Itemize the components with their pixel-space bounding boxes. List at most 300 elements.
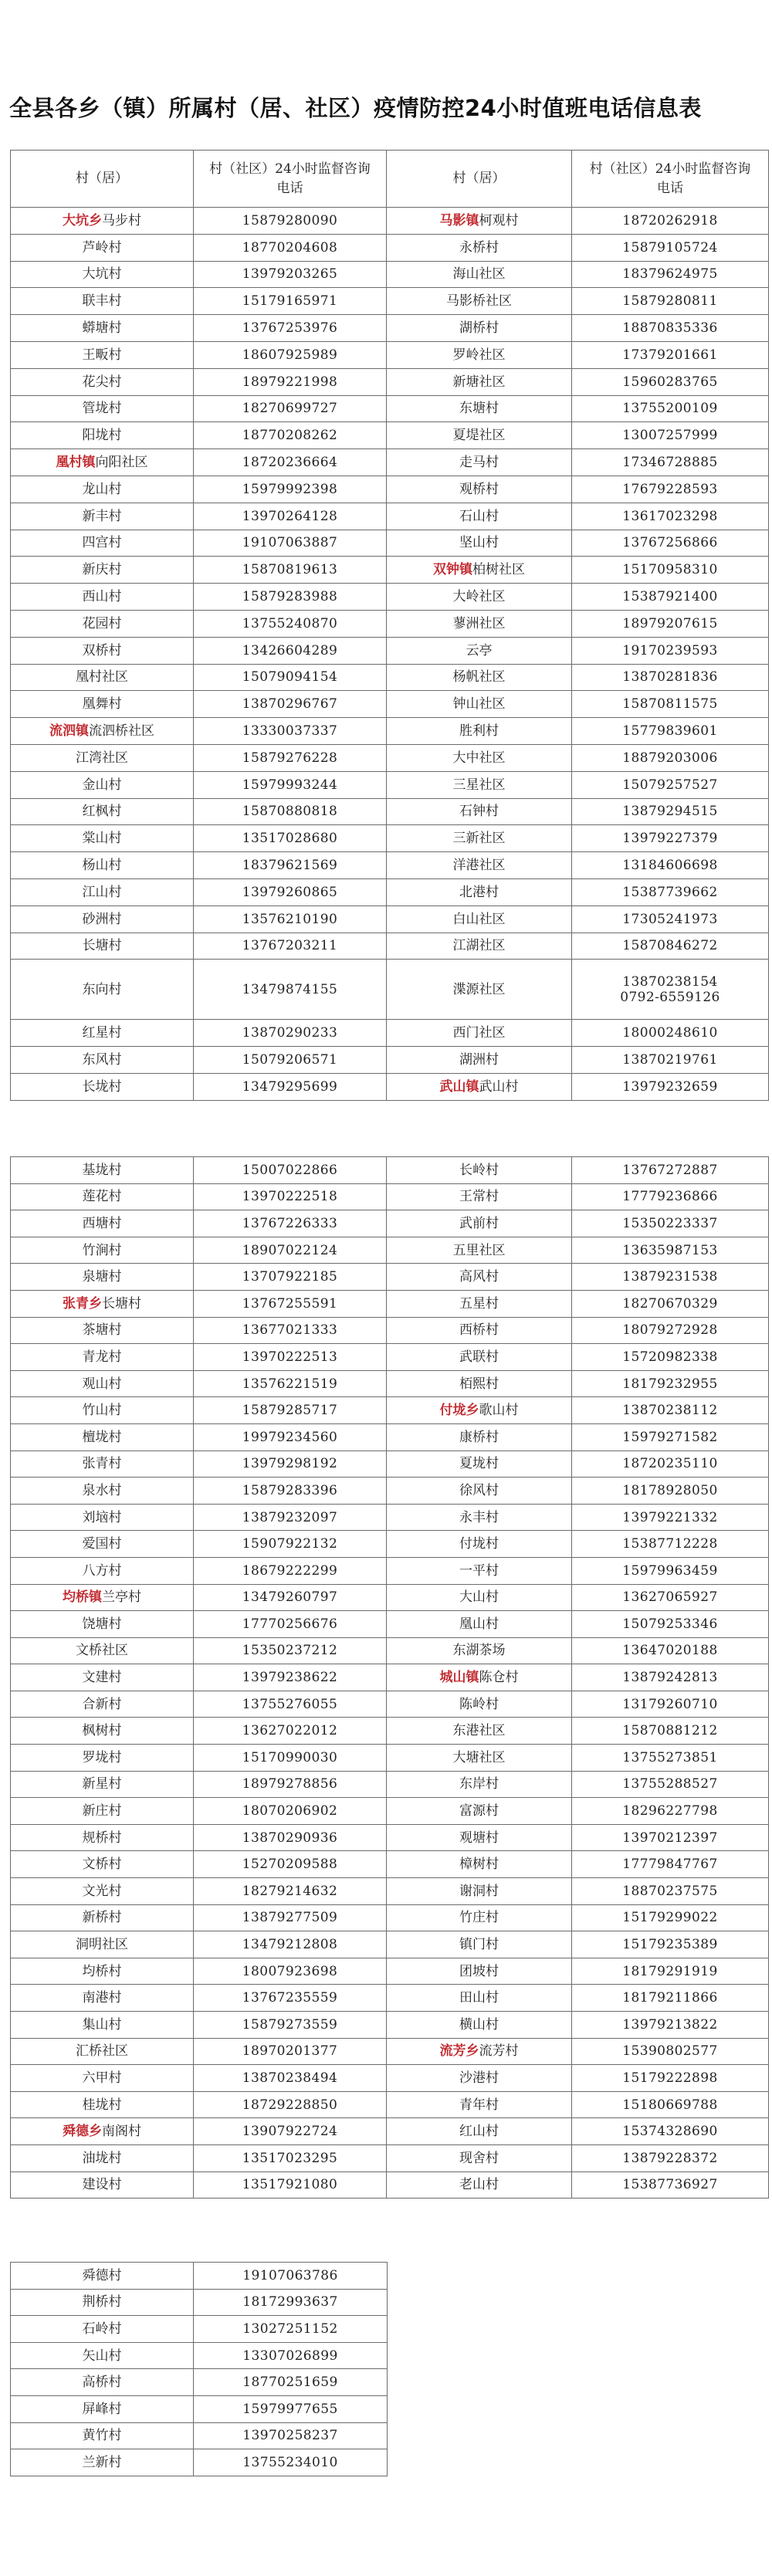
village-cell-r xyxy=(387,744,572,771)
village-name: 陈仓村 xyxy=(479,1670,519,1686)
village-cell-l xyxy=(11,1073,194,1100)
table-row xyxy=(11,1504,769,1531)
table-row xyxy=(11,395,769,422)
phone-cell-r: 18000248610 xyxy=(572,1020,769,1047)
phone-cell-l: 13870296767 xyxy=(194,691,387,718)
phone-cell-r: 15779839601 xyxy=(572,718,769,745)
village-name: 竹庄村 xyxy=(459,1910,499,1926)
village-name: 罗岭社区 xyxy=(452,347,506,363)
village-name: 陈岭村 xyxy=(459,1696,499,1712)
phone-cell-r: 13755288527 xyxy=(572,1771,769,1798)
village-cell-l xyxy=(11,1290,194,1317)
township-name: 流芳乡 xyxy=(439,2043,479,2060)
phone-cell-r: 15870811575 xyxy=(572,691,769,718)
village-name: 西桥村 xyxy=(459,1322,499,1339)
village-name: 长塘村 xyxy=(82,938,122,954)
village-name: 石山村 xyxy=(459,508,499,524)
village-name: 钟山社区 xyxy=(452,696,506,713)
phone-cell-r: 13870281836 xyxy=(572,664,769,691)
village-name: 枫树村 xyxy=(82,1723,122,1739)
phone-cell-l: 18007923698 xyxy=(194,1958,387,1985)
phone-cell-l: 13517028680 xyxy=(194,825,387,852)
village-cell-r xyxy=(387,1557,572,1584)
village-cell-r xyxy=(387,798,572,825)
village-name: 歌山村 xyxy=(479,1403,519,1419)
village-name: 张青村 xyxy=(82,1456,122,1472)
header-village-left: 村（居） xyxy=(11,151,194,208)
village-name: 双桥村 xyxy=(82,642,122,658)
village-cell-l xyxy=(11,476,194,503)
village-name: 文桥社区 xyxy=(76,1643,128,1659)
village-name: 砂洲村 xyxy=(82,911,122,927)
table-row xyxy=(11,208,769,235)
village-name: 江山村 xyxy=(82,884,122,900)
village-cell-l xyxy=(11,2118,194,2145)
phone-cell-r: 15387921400 xyxy=(572,584,769,611)
village-cell-l xyxy=(11,1183,194,1210)
phone-cell-l: 15979993244 xyxy=(194,771,387,798)
phone-cell-l: 13677021333 xyxy=(194,1317,387,1344)
phone-cell-l: 13755276055 xyxy=(194,1691,387,1718)
table-row xyxy=(11,1958,769,1985)
village-cell-l xyxy=(11,234,194,261)
phone-cell-r: 18720262918 xyxy=(572,208,769,235)
table-row xyxy=(11,1798,769,1825)
village-name: 五星村 xyxy=(459,1295,499,1312)
village-name: 东风村 xyxy=(82,1052,122,1068)
village-name: 蟒塘村 xyxy=(82,320,122,337)
table-row xyxy=(11,1157,769,1184)
village-cell-l xyxy=(11,1210,194,1237)
village-name: 洞明社区 xyxy=(76,1937,128,1953)
phone-cell-r: 15879280811 xyxy=(572,288,769,315)
village-cell-r xyxy=(387,1745,572,1772)
village-cell-r xyxy=(387,637,572,664)
village-cell-l xyxy=(11,1504,194,1531)
village-name: 杨帆社区 xyxy=(452,669,506,685)
table-row xyxy=(11,315,769,342)
village-name: 阳垅村 xyxy=(82,428,122,444)
phone-cell-l: 18270699727 xyxy=(194,395,387,422)
table-row xyxy=(11,637,769,664)
table-row xyxy=(11,1423,769,1450)
table-row xyxy=(11,1073,769,1100)
table-row xyxy=(11,2369,388,2396)
phone-cell-l: 15879276228 xyxy=(194,744,387,771)
village-cell-r xyxy=(387,1611,572,1638)
village-name: 长塘村 xyxy=(102,1295,141,1312)
village-name: 管垅村 xyxy=(82,401,122,417)
village-name: 徐风村 xyxy=(459,1482,499,1498)
village-name: 观桥村 xyxy=(459,481,499,497)
village-name: 田山村 xyxy=(459,1990,499,2006)
phone-cell-r: 13627065927 xyxy=(572,1584,769,1611)
village-cell-l xyxy=(11,530,194,557)
phone-cell-r: 18979207615 xyxy=(572,610,769,637)
village-name: 新庆村 xyxy=(82,562,122,578)
village-cell-l xyxy=(11,1824,194,1851)
phone-cell-r: 13870219761 xyxy=(572,1047,769,1074)
table-row xyxy=(11,1210,769,1237)
village-name: 饶塘村 xyxy=(82,1616,122,1632)
table-row xyxy=(11,2171,769,2199)
village-name: 康桥村 xyxy=(459,1429,499,1445)
phone-cell-l: 18770208262 xyxy=(194,422,387,449)
village-name: 桂垅村 xyxy=(82,2097,122,2113)
village-name: 凰山村 xyxy=(459,1616,499,1632)
village-name: 文桥村 xyxy=(82,1857,122,1873)
village-name: 凰村社区 xyxy=(76,669,128,685)
village-name: 武联村 xyxy=(459,1349,499,1365)
village-cell-r xyxy=(387,1264,572,1291)
village-name: 金山村 xyxy=(82,777,122,793)
phone-cell-r: 15390802577 xyxy=(572,2038,769,2065)
table-row xyxy=(11,1824,769,1851)
phone-cell-l: 13767203211 xyxy=(194,933,387,960)
phone-cell-r: 13755273851 xyxy=(572,1745,769,1772)
village-name: 三星社区 xyxy=(452,777,506,793)
village-cell-l xyxy=(11,637,194,664)
village-name: 镇门村 xyxy=(459,1937,499,1953)
phone-cell-l: 13517921080 xyxy=(194,2171,387,2199)
village-cell-l xyxy=(11,1317,194,1344)
village-name: 文光村 xyxy=(82,1883,122,1899)
village-cell-l xyxy=(11,1664,194,1691)
table-row xyxy=(11,368,769,395)
village-cell-l: 舜德村 xyxy=(11,2263,194,2290)
village-name: 建设村 xyxy=(82,2177,122,2193)
table-row xyxy=(11,933,769,960)
header-village-right: 村（居） xyxy=(387,151,572,208)
village-cell-l xyxy=(11,1557,194,1584)
village-name: 大山村 xyxy=(459,1589,499,1606)
village-name: 栢熙村 xyxy=(459,1376,499,1392)
table-row xyxy=(11,2263,388,2290)
phone-cell-r: 18270670329 xyxy=(572,1290,769,1317)
phone-cell-r: 18870835336 xyxy=(572,315,769,342)
village-name: 一平村 xyxy=(459,1562,499,1579)
village-cell-r xyxy=(387,1878,572,1905)
village-name: 长岭村 xyxy=(459,1162,499,1178)
village-name: 大坑村 xyxy=(82,266,122,283)
village-name: 南阁村 xyxy=(102,2124,141,2140)
village-cell-l xyxy=(11,208,194,235)
table-row xyxy=(11,2422,388,2449)
village-cell-l xyxy=(11,1423,194,1450)
table-row xyxy=(11,2289,388,2316)
village-cell-l xyxy=(11,1691,194,1718)
phone-cell-r: 15179222898 xyxy=(572,2065,769,2092)
duty-phone-table-1 xyxy=(10,150,769,1101)
table-row xyxy=(11,1020,769,1047)
village-name: 花尖村 xyxy=(82,374,122,390)
village-cell-l xyxy=(11,584,194,611)
village-cell-l xyxy=(11,610,194,637)
table-row xyxy=(11,1637,769,1664)
village-cell-l xyxy=(11,2038,194,2065)
village-cell-l xyxy=(11,2091,194,2118)
phone-cell-r: 18179291919 xyxy=(572,1958,769,1985)
phone-cell-r: 15960283765 xyxy=(572,368,769,395)
table-row xyxy=(11,476,769,503)
village-cell-r xyxy=(387,691,572,718)
village-cell-r xyxy=(387,1851,572,1878)
village-cell-l xyxy=(11,771,194,798)
table-row xyxy=(11,852,769,879)
village-name: 南港村 xyxy=(82,1990,122,2006)
village-name: 莲花村 xyxy=(82,1189,122,1205)
phone-cell-l: 15979977655 xyxy=(194,2395,388,2422)
village-cell-l xyxy=(11,1020,194,1047)
table-row xyxy=(11,2038,769,2065)
village-name: 渫源社区 xyxy=(452,981,506,997)
village-cell-l xyxy=(11,1584,194,1611)
village-cell-l: 黄竹村 xyxy=(11,2422,194,2449)
header-phone-right: 村（社区）24小时监督咨询电话 xyxy=(572,151,769,208)
table-row xyxy=(11,2342,388,2369)
village-cell-l xyxy=(11,960,194,1020)
township-name: 武山镇 xyxy=(439,1078,479,1095)
village-cell-r xyxy=(387,1183,572,1210)
village-cell-l xyxy=(11,1771,194,1798)
table-row xyxy=(11,1047,769,1074)
village-cell-r xyxy=(387,825,572,852)
village-name: 永丰村 xyxy=(459,1509,499,1525)
table-row xyxy=(11,744,769,771)
village-cell-r xyxy=(387,1210,572,1237)
village-cell-l xyxy=(11,341,194,368)
village-cell-r xyxy=(387,503,572,530)
village-name: 五里社区 xyxy=(452,1242,506,1258)
phone-cell-l: 15879285717 xyxy=(194,1397,387,1424)
phone-cell-l: 15879283396 xyxy=(194,1478,387,1505)
village-name: 规桥村 xyxy=(82,1830,122,1846)
phone-cell-r: 13879231538 xyxy=(572,1264,769,1291)
village-name: 杨山村 xyxy=(82,858,122,874)
phone-cell-l: 13767253976 xyxy=(194,315,387,342)
village-cell-r xyxy=(387,1504,572,1531)
table-row xyxy=(11,1450,769,1478)
table-row xyxy=(11,2316,388,2343)
village-name: 大岭社区 xyxy=(452,589,506,605)
village-cell-r xyxy=(387,933,572,960)
table-row xyxy=(11,1584,769,1611)
phone-cell-l: 18970201377 xyxy=(194,2038,387,2065)
village-cell-l xyxy=(11,664,194,691)
village-cell-l xyxy=(11,368,194,395)
table-row xyxy=(11,1745,769,1772)
village-cell-l xyxy=(11,1745,194,1772)
phone-cell-l: 13426604289 xyxy=(194,637,387,664)
village-cell-r xyxy=(387,1691,572,1718)
village-name: 竹涧村 xyxy=(82,1242,122,1258)
village-cell-l xyxy=(11,878,194,905)
phone-cell-r: 17379201661 xyxy=(572,341,769,368)
village-name: 西门社区 xyxy=(452,1025,506,1041)
phone-cell-r: 13617023298 xyxy=(572,503,769,530)
village-cell-r xyxy=(387,2065,572,2092)
table-row xyxy=(11,1290,769,1317)
phone-cell-l: 13627022012 xyxy=(194,1718,387,1745)
village-name: 基垅村 xyxy=(82,1162,122,1178)
village-cell-l xyxy=(11,261,194,288)
phone-cell-l: 15170990030 xyxy=(194,1745,387,1772)
phone-cell-r: 19170239593 xyxy=(572,637,769,664)
village-cell-r xyxy=(387,1157,572,1184)
village-cell-r xyxy=(387,2038,572,2065)
table-row xyxy=(11,1904,769,1931)
phone-cell-l: 15079206571 xyxy=(194,1047,387,1074)
village-name: 八方村 xyxy=(82,1562,122,1579)
village-cell-l xyxy=(11,1958,194,1985)
phone-cell-l: 13755234010 xyxy=(194,2449,388,2476)
phone-cell-r: 17779236866 xyxy=(572,1183,769,1210)
village-name: 泉水村 xyxy=(82,1482,122,1498)
phone-cell-l: 13870290936 xyxy=(194,1824,387,1851)
village-cell-l xyxy=(11,503,194,530)
village-cell-r xyxy=(387,1824,572,1851)
phone-cell-l: 13767235559 xyxy=(194,1985,387,2012)
table-row xyxy=(11,610,769,637)
village-name: 观塘村 xyxy=(459,1830,499,1846)
phone-cell-l: 13907922724 xyxy=(194,2118,387,2145)
phone-cell-r: 15179299022 xyxy=(572,1904,769,1931)
village-cell-l xyxy=(11,1397,194,1424)
village-name: 西塘村 xyxy=(82,1215,122,1231)
village-name: 团坡村 xyxy=(459,1963,499,1979)
phone-cell-l: 13870238494 xyxy=(194,2065,387,2092)
phone-cell-l: 13479874155 xyxy=(194,960,387,1020)
village-name: 竹山村 xyxy=(82,1403,122,1419)
phone-cell-l: 18720236664 xyxy=(194,449,387,476)
village-name: 沙港村 xyxy=(459,2070,499,2086)
phone-cell-r: 15374328690 xyxy=(572,2118,769,2145)
village-cell-l xyxy=(11,933,194,960)
phone-cell-l: 13970222513 xyxy=(194,1344,387,1371)
township-name: 均桥镇 xyxy=(63,1589,102,1606)
village-name: 老山村 xyxy=(459,2177,499,2193)
village-cell-r xyxy=(387,1047,572,1074)
village-cell-l xyxy=(11,449,194,476)
village-cell-r xyxy=(387,1664,572,1691)
village-name: 联丰村 xyxy=(82,293,122,310)
village-name: 青年村 xyxy=(459,2097,499,2113)
table-row xyxy=(11,825,769,852)
village-cell-l xyxy=(11,557,194,584)
village-name: 汇桥社区 xyxy=(76,2043,128,2060)
village-name: 集山村 xyxy=(82,2016,122,2033)
village-cell-r xyxy=(387,1237,572,1264)
village-cell-l: 矢山村 xyxy=(11,2342,194,2369)
village-cell-r xyxy=(387,1370,572,1397)
phone-cell-l: 13979203265 xyxy=(194,261,387,288)
phone-cell-l: 13879232097 xyxy=(194,1504,387,1531)
table-row xyxy=(11,1557,769,1584)
phone-cell-l: 18729228850 xyxy=(194,2091,387,2118)
village-name: 爱国村 xyxy=(82,1536,122,1552)
phone-cell-l: 18279214632 xyxy=(194,1878,387,1905)
village-name: 均桥村 xyxy=(82,1963,122,1979)
village-name: 夏垅村 xyxy=(459,1456,499,1472)
village-cell-r xyxy=(387,341,572,368)
village-cell-r xyxy=(387,1931,572,1958)
phone-cell-l: 17770256676 xyxy=(194,1611,387,1638)
village-cell-l xyxy=(11,852,194,879)
phone-cell-r: 15350223337 xyxy=(572,1210,769,1237)
phone-cell-r: 15387739662 xyxy=(572,878,769,905)
phone-cell-r: 18079272928 xyxy=(572,1317,769,1344)
phone-cell-l: 15879283988 xyxy=(194,584,387,611)
phone-cell-l: 13479260797 xyxy=(194,1584,387,1611)
phone-cell-l: 13479212808 xyxy=(194,1931,387,1958)
village-cell-r xyxy=(387,557,572,584)
village-cell-l xyxy=(11,1047,194,1074)
village-name: 六甲村 xyxy=(82,2070,122,2086)
village-name: 凰舞村 xyxy=(82,696,122,713)
village-name: 洋港社区 xyxy=(452,858,506,874)
phone-cell-l: 15350237212 xyxy=(194,1637,387,1664)
phone-cell-l: 13517023295 xyxy=(194,2144,387,2171)
village-name: 泉塘村 xyxy=(82,1269,122,1285)
table-header-row xyxy=(11,151,769,208)
village-cell-r xyxy=(387,1637,572,1664)
village-cell-r xyxy=(387,395,572,422)
table-row xyxy=(11,1370,769,1397)
village-cell-r xyxy=(387,422,572,449)
village-name: 湖桥村 xyxy=(459,320,499,337)
phone-cell-r: 15870881212 xyxy=(572,1718,769,1745)
table-row xyxy=(11,1344,769,1371)
village-name: 观山村 xyxy=(82,1376,122,1392)
village-name: 东塘村 xyxy=(459,401,499,417)
phone-cell-r: 15387736927 xyxy=(572,2171,769,2199)
village-name: 谢洞村 xyxy=(459,1883,499,1899)
village-cell-l xyxy=(11,798,194,825)
village-cell-r xyxy=(387,2171,572,2199)
village-name: 芦岭村 xyxy=(82,239,122,256)
phone-cell-l: 13970222518 xyxy=(194,1183,387,1210)
village-name: 新桥村 xyxy=(82,1910,122,1926)
village-cell-r xyxy=(387,234,572,261)
village-name: 流芳村 xyxy=(479,2043,519,2060)
village-cell-l xyxy=(11,1798,194,1825)
phone-cell-l: 15179165971 xyxy=(194,288,387,315)
village-cell-r xyxy=(387,584,572,611)
phone-cell-r: 18720235110 xyxy=(572,1450,769,1478)
village-name: 樟树村 xyxy=(459,1857,499,1873)
village-name: 兰亭村 xyxy=(102,1589,141,1606)
village-name: 青龙村 xyxy=(82,1349,122,1365)
township-name: 大坑乡 xyxy=(63,212,102,228)
table-row xyxy=(11,1183,769,1210)
village-cell-r xyxy=(387,1798,572,1825)
table-row xyxy=(11,261,769,288)
township-name: 城山镇 xyxy=(439,1670,479,1686)
table-row xyxy=(11,449,769,476)
village-name: 流泗桥社区 xyxy=(89,723,154,740)
duty-phone-table-3 xyxy=(10,2262,388,2476)
table-row xyxy=(11,2144,769,2171)
phone-cell-l: 18979221998 xyxy=(194,368,387,395)
page-title: 全县各乡（镇）所属村（居、社区）疫情防控24小时值班电话信息表 xyxy=(9,95,702,121)
phone-cell-r: 13870238112 xyxy=(572,1397,769,1424)
village-name: 王畈村 xyxy=(82,347,122,363)
village-cell-r xyxy=(387,1073,572,1100)
village-cell-l: 高桥村 xyxy=(11,2369,194,2396)
village-name: 红山村 xyxy=(459,2124,499,2140)
village-cell-r xyxy=(387,1584,572,1611)
village-cell-l xyxy=(11,1344,194,1371)
